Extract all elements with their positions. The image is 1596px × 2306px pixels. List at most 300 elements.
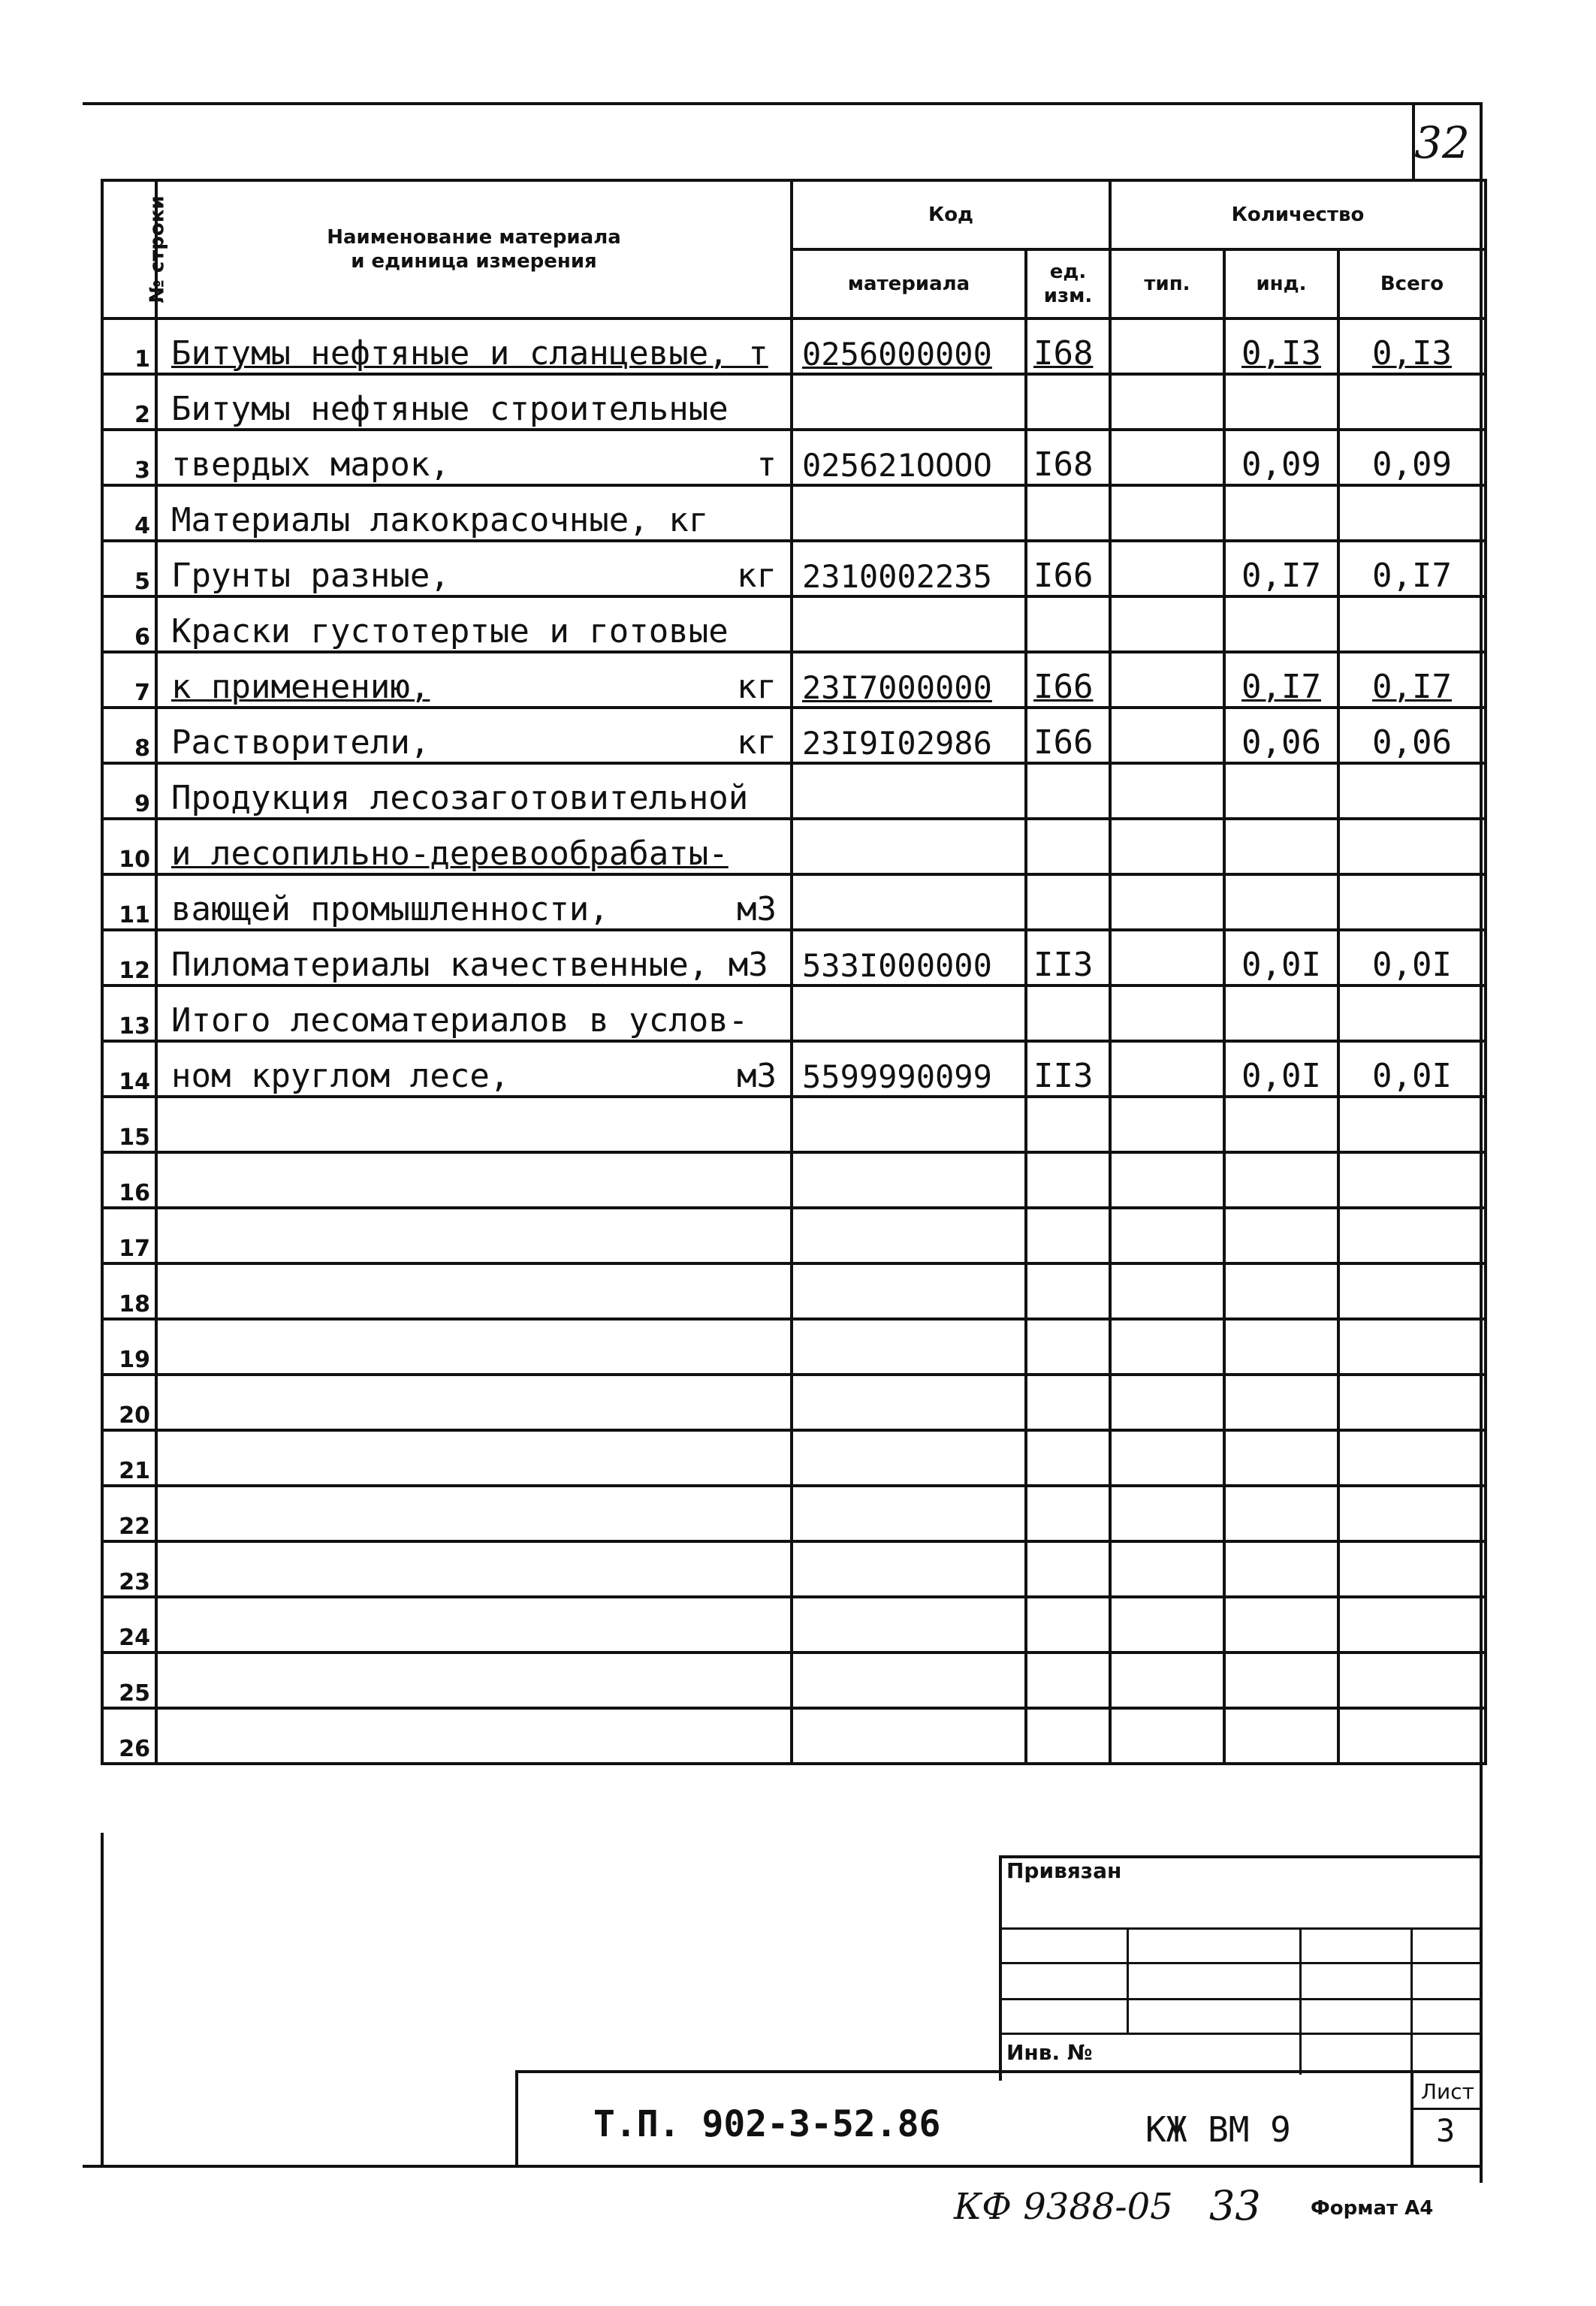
material-unit-label: м3 bbox=[737, 1057, 777, 1095]
stamp-grid-col-2 bbox=[1299, 1927, 1302, 2075]
row-number-cell bbox=[102, 1319, 156, 1375]
unit-code-cell bbox=[1026, 430, 1110, 485]
qty-total-cell bbox=[1338, 1541, 1486, 1597]
row-number-cell-text: 14 bbox=[119, 1069, 150, 1095]
table-row bbox=[102, 652, 1486, 708]
qty-ind-cell bbox=[1224, 708, 1338, 763]
material-name-cell bbox=[156, 1375, 792, 1430]
unit-code-cell bbox=[1026, 1041, 1110, 1097]
qty-ind-cell bbox=[1224, 985, 1338, 1041]
qty-typ-cell bbox=[1110, 985, 1224, 1041]
unit-code-cell bbox=[1026, 1152, 1110, 1208]
qty-total-cell bbox=[1338, 1097, 1486, 1152]
unit-code-cell-text: II3 bbox=[1033, 1057, 1094, 1095]
table-row bbox=[102, 596, 1486, 652]
qty-typ-cell bbox=[1110, 930, 1224, 985]
material-name: Битумы нефтяные строительные bbox=[171, 390, 729, 428]
row-number-cell bbox=[102, 1263, 156, 1319]
qty-typ-cell bbox=[1110, 430, 1224, 485]
unit-code-cell bbox=[1026, 485, 1110, 541]
unit-code-cell bbox=[1026, 374, 1110, 430]
qty-total-cell bbox=[1338, 430, 1486, 485]
material-code-cell bbox=[792, 874, 1026, 930]
material-name: и лесопильно-деревообрабаты- bbox=[171, 835, 729, 873]
material-name: ном круглом лесе, bbox=[171, 1057, 510, 1095]
qty-total-cell bbox=[1338, 1486, 1486, 1541]
qty-total-cell-text: 0,I3 bbox=[1372, 334, 1452, 373]
material-name-cell bbox=[156, 1597, 792, 1653]
qty-total-cell bbox=[1338, 763, 1486, 819]
row-number-cell-text: 18 bbox=[119, 1291, 150, 1317]
qty-ind-cell bbox=[1224, 652, 1338, 708]
material-name-cell bbox=[156, 763, 792, 819]
qty-total-cell bbox=[1338, 1375, 1486, 1430]
material-code-cell bbox=[792, 485, 1026, 541]
row-number-cell bbox=[102, 430, 156, 485]
row-number-cell bbox=[102, 1375, 156, 1430]
qty-typ-cell bbox=[1110, 1097, 1224, 1152]
qty-total-cell bbox=[1338, 374, 1486, 430]
material-code-cell bbox=[792, 318, 1026, 374]
qty-ind-cell bbox=[1224, 1041, 1338, 1097]
material-unit-label: кг bbox=[737, 557, 777, 595]
qty-typ-cell bbox=[1110, 318, 1224, 374]
row-number-cell bbox=[102, 318, 156, 374]
row-number-cell bbox=[102, 1653, 156, 1708]
qty-typ-cell bbox=[1110, 1263, 1224, 1319]
qty-ind-cell bbox=[1224, 874, 1338, 930]
title-top-line bbox=[515, 2070, 1480, 2073]
qty-typ-cell bbox=[1110, 708, 1224, 763]
material-name-cell bbox=[156, 708, 792, 763]
qty-total-cell bbox=[1338, 930, 1486, 985]
row-number-cell bbox=[102, 874, 156, 930]
attached-label: Привязан bbox=[1006, 1858, 1122, 1883]
qty-ind-cell-text: 0,I7 bbox=[1242, 557, 1321, 595]
qty-total-cell bbox=[1338, 652, 1486, 708]
document-code: Т.П. 902-3-52.86 bbox=[593, 2103, 941, 2145]
unit-code-cell bbox=[1026, 874, 1110, 930]
qty-typ-cell bbox=[1110, 596, 1224, 652]
table-row bbox=[102, 1597, 1486, 1653]
unit-code-cell bbox=[1026, 985, 1110, 1041]
qty-ind-cell-text: 0,0I bbox=[1242, 946, 1321, 984]
qty-ind-cell bbox=[1224, 1430, 1338, 1486]
table-row bbox=[102, 1041, 1486, 1097]
qty-total-cell bbox=[1338, 596, 1486, 652]
qty-ind-cell bbox=[1224, 1653, 1338, 1708]
qty-ind-cell bbox=[1224, 1597, 1338, 1653]
row-number-cell-text: 5 bbox=[134, 569, 150, 595]
material-code-cell bbox=[792, 1319, 1026, 1375]
material-code-cell bbox=[792, 708, 1026, 763]
material-name-cell bbox=[156, 541, 792, 596]
qty-typ-cell bbox=[1110, 819, 1224, 874]
page-number: 32 bbox=[1414, 117, 1470, 168]
sheet-value: 3 bbox=[1436, 2112, 1456, 2149]
unit-code-cell bbox=[1026, 819, 1110, 874]
inventory-label: Инв. № bbox=[1006, 2040, 1093, 2065]
material-name-cell bbox=[156, 652, 792, 708]
table-row bbox=[102, 1486, 1486, 1541]
unit-code-cell bbox=[1026, 1319, 1110, 1375]
unit-code-cell-text: I66 bbox=[1033, 557, 1094, 595]
unit-code-cell bbox=[1026, 1708, 1110, 1764]
row-number-cell bbox=[102, 596, 156, 652]
table-row bbox=[102, 1430, 1486, 1486]
sheet-label: Лист bbox=[1421, 2079, 1474, 2104]
table-body bbox=[102, 318, 1486, 1764]
material-name-cell bbox=[156, 1152, 792, 1208]
stamp-grid-line-3 bbox=[999, 1998, 1480, 2000]
qty-total-cell bbox=[1338, 819, 1486, 874]
qty-ind-cell-text: 0,I7 bbox=[1242, 668, 1321, 706]
material-name-cell bbox=[156, 1708, 792, 1764]
qty-typ-cell bbox=[1110, 652, 1224, 708]
material-name: Пиломатериалы качественные, м3 bbox=[171, 946, 768, 984]
row-number-cell bbox=[102, 1708, 156, 1764]
row-number-cell-text: 1 bbox=[134, 346, 150, 373]
qty-ind-cell bbox=[1224, 596, 1338, 652]
header-name-label: Наименование материала и единица измерения bbox=[327, 226, 621, 273]
table-row bbox=[102, 1097, 1486, 1152]
qty-typ-cell bbox=[1110, 1041, 1224, 1097]
material-name: Грунты разные, bbox=[171, 557, 450, 595]
qty-ind-cell-text: 0,06 bbox=[1242, 723, 1321, 762]
table-row bbox=[102, 1708, 1486, 1764]
header-code-unit: ед. изм. bbox=[1026, 249, 1110, 318]
header-code: Код bbox=[792, 180, 1110, 249]
footer-format-label: Формат А4 bbox=[1311, 2197, 1434, 2220]
table-row bbox=[102, 1653, 1486, 1708]
qty-total-cell-text: 0,I7 bbox=[1372, 557, 1452, 595]
material-code-cell bbox=[792, 374, 1026, 430]
table-row bbox=[102, 374, 1486, 430]
qty-ind-cell bbox=[1224, 930, 1338, 985]
qty-typ-cell bbox=[1110, 1375, 1224, 1430]
unit-code-cell-text: I68 bbox=[1033, 445, 1094, 484]
qty-ind-cell bbox=[1224, 763, 1338, 819]
material-code-cell bbox=[792, 1208, 1026, 1263]
qty-total-cell bbox=[1338, 318, 1486, 374]
row-number-cell-text: 23 bbox=[119, 1569, 150, 1595]
unit-code-cell bbox=[1026, 1541, 1110, 1597]
unit-code-cell bbox=[1026, 708, 1110, 763]
table-row bbox=[102, 541, 1486, 596]
material-unit-label: кг bbox=[737, 668, 777, 706]
material-name: Краски густотертые и готовые bbox=[171, 612, 729, 650]
unit-code-cell bbox=[1026, 1375, 1110, 1430]
table-row bbox=[102, 1208, 1486, 1263]
header-row-number-label: № строки bbox=[146, 195, 169, 303]
material-name-cell bbox=[156, 596, 792, 652]
qty-typ-cell bbox=[1110, 1541, 1224, 1597]
material-name: Растворители, bbox=[171, 723, 430, 762]
material-code-cell bbox=[792, 1653, 1026, 1708]
material-name-cell bbox=[156, 1541, 792, 1597]
row-number-cell bbox=[102, 485, 156, 541]
row-number-cell-text: 8 bbox=[134, 735, 150, 762]
qty-total-cell bbox=[1338, 1208, 1486, 1263]
row-number-cell-text: 10 bbox=[119, 847, 150, 873]
materials-table bbox=[101, 179, 1487, 1765]
qty-total-cell bbox=[1338, 1430, 1486, 1486]
material-name: Материалы лакокрасочные, кг bbox=[171, 501, 709, 539]
table-row bbox=[102, 430, 1486, 485]
qty-typ-cell bbox=[1110, 1319, 1224, 1375]
row-number-cell-text: 12 bbox=[119, 958, 150, 984]
bottom-border-line bbox=[83, 2165, 1483, 2168]
material-name-cell bbox=[156, 1208, 792, 1263]
stamp-grid-line-2 bbox=[999, 1962, 1480, 1964]
row-number-cell-text: 6 bbox=[134, 624, 150, 650]
material-code-cell bbox=[792, 1430, 1026, 1486]
qty-total-cell-text: 0,09 bbox=[1372, 445, 1452, 484]
qty-typ-cell bbox=[1110, 374, 1224, 430]
qty-total-cell bbox=[1338, 541, 1486, 596]
material-unit-label: м3 bbox=[737, 890, 777, 928]
material-name-cell bbox=[156, 1486, 792, 1541]
footer-handwritten-code: КФ 9388-05 bbox=[954, 2186, 1173, 2228]
material-code-cell bbox=[792, 1152, 1026, 1208]
row-number-cell-text: 16 bbox=[119, 1180, 150, 1206]
row-number-cell-text: 4 bbox=[134, 513, 150, 539]
table-row bbox=[102, 930, 1486, 985]
qty-typ-cell bbox=[1110, 1597, 1224, 1653]
material-name-cell bbox=[156, 1653, 792, 1708]
qty-typ-cell bbox=[1110, 874, 1224, 930]
material-code-cell-text: 533I000000 bbox=[802, 947, 992, 984]
row-number-cell-text: 11 bbox=[119, 902, 150, 928]
qty-ind-cell bbox=[1224, 1375, 1338, 1430]
row-number-cell-text: 22 bbox=[119, 1514, 150, 1540]
material-name-cell bbox=[156, 1097, 792, 1152]
qty-typ-cell bbox=[1110, 1152, 1224, 1208]
material-code-cell-text: 5599990099 bbox=[802, 1058, 992, 1095]
header-name bbox=[156, 180, 792, 318]
row-number-cell-text: 25 bbox=[119, 1680, 150, 1707]
qty-total-cell-text: 0,0I bbox=[1372, 1057, 1452, 1095]
unit-code-cell bbox=[1026, 1653, 1110, 1708]
row-number-cell-text: 19 bbox=[119, 1347, 150, 1373]
qty-typ-cell bbox=[1110, 485, 1224, 541]
qty-ind-cell bbox=[1224, 1152, 1338, 1208]
qty-total-cell-text: 0,0I bbox=[1372, 946, 1452, 984]
qty-total-cell bbox=[1338, 874, 1486, 930]
row-number-cell-text: 13 bbox=[119, 1013, 150, 1040]
qty-typ-cell bbox=[1110, 1430, 1224, 1486]
material-name: Продукция лесозаготовительной bbox=[171, 779, 749, 817]
header-row-number bbox=[102, 180, 169, 318]
material-code-cell bbox=[792, 1541, 1026, 1597]
material-name-cell bbox=[156, 374, 792, 430]
qty-typ-cell bbox=[1110, 1208, 1224, 1263]
qty-typ-cell bbox=[1110, 1486, 1224, 1541]
row-number-cell bbox=[102, 708, 156, 763]
material-name-cell bbox=[156, 1041, 792, 1097]
row-number-cell bbox=[102, 1152, 156, 1208]
material-code-cell-text: 23I7000000 bbox=[802, 669, 992, 706]
table-row bbox=[102, 485, 1486, 541]
row-number-cell-text: 7 bbox=[134, 680, 150, 706]
material-name: Битумы нефтяные и сланцевые, т bbox=[171, 334, 768, 373]
unit-code-cell bbox=[1026, 930, 1110, 985]
stamp-grid-col-3 bbox=[1410, 1927, 1413, 2075]
material-code-cell bbox=[792, 930, 1026, 985]
qty-ind-cell-text: 0,I3 bbox=[1242, 334, 1321, 373]
material-code-cell bbox=[792, 819, 1026, 874]
qty-ind-cell bbox=[1224, 541, 1338, 596]
qty-total-cell bbox=[1338, 708, 1486, 763]
row-number-cell bbox=[102, 930, 156, 985]
material-code-cell bbox=[792, 1708, 1026, 1764]
unit-code-cell-text: II3 bbox=[1033, 946, 1094, 984]
sheet-box-mid-line bbox=[1410, 2108, 1480, 2110]
material-name: вающей промышленности, bbox=[171, 890, 609, 928]
header-qty-ind: инд. bbox=[1224, 249, 1338, 318]
qty-typ-cell bbox=[1110, 763, 1224, 819]
qty-ind-cell bbox=[1224, 1263, 1338, 1319]
row-number-cell-text: 3 bbox=[134, 457, 150, 484]
left-frame-line bbox=[101, 1833, 104, 2166]
footer-handwritten-number: 33 bbox=[1209, 2182, 1261, 2229]
stamp-grid-col-1 bbox=[1127, 1927, 1129, 2035]
unit-code-cell-text: I66 bbox=[1033, 668, 1094, 706]
material-name-cell bbox=[156, 819, 792, 874]
qty-ind-cell bbox=[1224, 1208, 1338, 1263]
row-number-cell-text: 20 bbox=[119, 1402, 150, 1429]
material-code-cell bbox=[792, 430, 1026, 485]
row-number-cell bbox=[102, 763, 156, 819]
unit-code-cell bbox=[1026, 763, 1110, 819]
qty-typ-cell bbox=[1110, 1653, 1224, 1708]
unit-code-cell bbox=[1026, 1597, 1110, 1653]
table-row bbox=[102, 1152, 1486, 1208]
material-code-cell bbox=[792, 652, 1026, 708]
qty-total-cell-text: 0,06 bbox=[1372, 723, 1452, 762]
row-number-cell-text: 2 bbox=[134, 402, 150, 428]
table-row bbox=[102, 1263, 1486, 1319]
qty-ind-cell bbox=[1224, 1319, 1338, 1375]
qty-ind-cell bbox=[1224, 1708, 1338, 1764]
row-number-cell bbox=[102, 1097, 156, 1152]
qty-total-cell bbox=[1338, 485, 1486, 541]
material-code-cell bbox=[792, 763, 1026, 819]
row-number-cell bbox=[102, 819, 156, 874]
material-name: Итого лесоматериалов в услов- bbox=[171, 1001, 749, 1040]
qty-ind-cell bbox=[1224, 1541, 1338, 1597]
qty-total-cell-text: 0,I7 bbox=[1372, 668, 1452, 706]
row-number-cell bbox=[102, 985, 156, 1041]
document-mark: КЖ ВМ 9 bbox=[1145, 2109, 1291, 2150]
qty-ind-cell bbox=[1224, 1097, 1338, 1152]
unit-code-cell bbox=[1026, 1097, 1110, 1152]
material-name-cell bbox=[156, 985, 792, 1041]
material-name: к применению, bbox=[171, 668, 430, 706]
row-number-cell-text: 24 bbox=[119, 1625, 150, 1651]
qty-total-cell bbox=[1338, 985, 1486, 1041]
qty-ind-cell-text: 0,09 bbox=[1242, 445, 1321, 484]
material-code-cell bbox=[792, 596, 1026, 652]
material-code-cell-text: 025621OOOO bbox=[802, 447, 992, 484]
row-number-cell-text: 9 bbox=[134, 791, 150, 817]
row-number-cell-text: 17 bbox=[119, 1236, 150, 1262]
stamp-grid-line-1 bbox=[999, 1927, 1480, 1930]
qty-total-cell bbox=[1338, 1152, 1486, 1208]
header-qty-typ: тип. bbox=[1110, 249, 1224, 318]
unit-code-cell-text: I68 bbox=[1033, 334, 1094, 373]
unit-code-cell bbox=[1026, 1486, 1110, 1541]
material-code-cell bbox=[792, 1097, 1026, 1152]
row-number-cell bbox=[102, 374, 156, 430]
stamp-grid-line-4 bbox=[999, 2033, 1480, 2035]
material-code-cell bbox=[792, 985, 1026, 1041]
table-row bbox=[102, 985, 1486, 1041]
material-name-cell bbox=[156, 930, 792, 985]
unit-code-cell bbox=[1026, 596, 1110, 652]
material-name-cell bbox=[156, 1430, 792, 1486]
header-quantity: Количество bbox=[1110, 180, 1486, 249]
title-left-line bbox=[515, 2070, 518, 2168]
stamp-left-line bbox=[999, 1855, 1002, 2081]
row-number-cell bbox=[102, 1541, 156, 1597]
material-code-cell-text: 0256000000 bbox=[802, 336, 992, 373]
material-code-cell bbox=[792, 1597, 1026, 1653]
qty-total-cell bbox=[1338, 1597, 1486, 1653]
qty-ind-cell-text: 0,0I bbox=[1242, 1057, 1321, 1095]
table-row bbox=[102, 819, 1486, 874]
unit-code-cell-text: I66 bbox=[1033, 723, 1094, 762]
unit-code-cell bbox=[1026, 1263, 1110, 1319]
row-number-cell bbox=[102, 1486, 156, 1541]
table-row bbox=[102, 763, 1486, 819]
qty-ind-cell bbox=[1224, 430, 1338, 485]
table-row bbox=[102, 708, 1486, 763]
material-code-cell bbox=[792, 1263, 1026, 1319]
sheet-box-left-line bbox=[1410, 2070, 1413, 2168]
table-row bbox=[102, 1541, 1486, 1597]
material-code-cell-text: 2310002235 bbox=[802, 558, 992, 595]
material-code-cell bbox=[792, 1375, 1026, 1430]
qty-ind-cell bbox=[1224, 374, 1338, 430]
header-code-material: материала bbox=[792, 249, 1026, 318]
qty-total-cell bbox=[1338, 1319, 1486, 1375]
table-row bbox=[102, 1319, 1486, 1375]
qty-ind-cell bbox=[1224, 1486, 1338, 1541]
top-border-line bbox=[83, 102, 1480, 105]
qty-total-cell bbox=[1338, 1653, 1486, 1708]
table-row bbox=[102, 318, 1486, 374]
table-row bbox=[102, 1375, 1486, 1430]
table-row bbox=[102, 874, 1486, 930]
unit-code-cell bbox=[1026, 1208, 1110, 1263]
material-name-cell bbox=[156, 318, 792, 374]
qty-ind-cell bbox=[1224, 819, 1338, 874]
material-name-cell bbox=[156, 1263, 792, 1319]
row-number-cell bbox=[102, 652, 156, 708]
material-unit-label: т bbox=[756, 445, 777, 484]
unit-code-cell bbox=[1026, 652, 1110, 708]
material-code-cell bbox=[792, 541, 1026, 596]
material-name-cell bbox=[156, 874, 792, 930]
qty-typ-cell bbox=[1110, 541, 1224, 596]
qty-total-cell bbox=[1338, 1708, 1486, 1764]
row-number-cell bbox=[102, 541, 156, 596]
qty-total-cell bbox=[1338, 1263, 1486, 1319]
qty-ind-cell bbox=[1224, 318, 1338, 374]
qty-ind-cell bbox=[1224, 485, 1338, 541]
qty-typ-cell bbox=[1110, 1708, 1224, 1764]
